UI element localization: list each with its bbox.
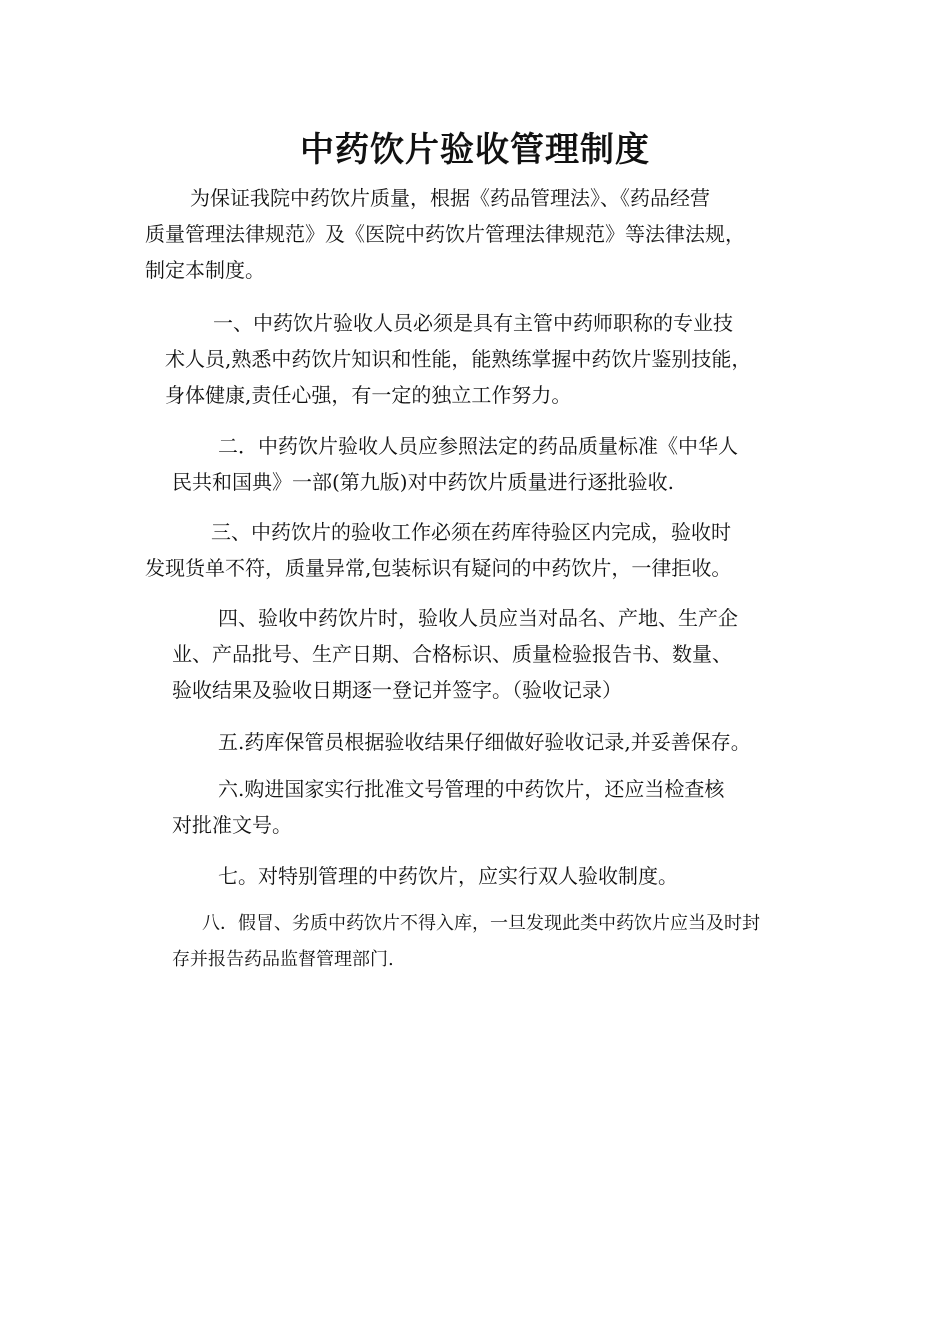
intro-line: 制定本制度。 [145,258,265,282]
clause-line: 业、产品批号、生产日期、合格标识、质量检验报告书、数量、 [172,642,732,666]
clause-line: 六.购进国家实行批准文号管理的中药饮片，还应当检查核 [218,777,725,801]
clause-line: 验收结果及验收日期逐一登记并签字。（验收记录） [172,678,622,702]
intro-line: 质量管理法律规范》及《医院中药饮片管理法律规范》等法律法规， [145,222,745,246]
page-title: 中药饮片验收管理制度 [300,130,650,170]
clause-line: 三、中药饮片的验收工作必须在药库待验区内完成，验收时 [211,520,731,544]
clause-5 [218,724,751,760]
clause-2 [172,428,738,500]
clause-line: 五.药库保管员根据验收结果仔细做好验收记录,并妥善保存。 [218,730,751,754]
clause-line: 身体健康,责任心强，有一定的独立工作努力。 [165,383,572,407]
clause-line: 存并报告药品监督管理部门. [172,949,394,970]
intro-paragraph [145,180,745,288]
clause-8 [172,906,760,978]
clause-4 [172,600,738,708]
clause-line: 七。对特别管理的中药饮片，应实行双人验收制度。 [218,864,678,888]
clause-1 [165,305,751,413]
clause-line: 发现货单不符，质量异常,包装标识有疑问的中药饮片，一律拒收。 [145,556,732,580]
clause-line: 对批准文号。 [172,813,292,837]
clause-3 [145,514,731,586]
intro-line: 为保证我院中药饮片质量，根据《药品管理法》、《药品经营 [190,186,710,210]
clause-line: 四、验收中药饮片时，验收人员应当对品名、产地、生产企 [218,606,738,630]
clause-line: 术人员,熟悉中药饮片知识和性能，能熟练掌握中药饮片鉴别技能， [165,347,752,371]
clause-line: 一、中药饮片验收人员必须是具有主管中药师职称的专业技 [213,311,733,335]
clause-line: 八．假冒、劣质中药饮片不得入库，一旦发现此类中药饮片应当及时封 [202,913,760,934]
clause-line: 民共和国典》一部(第九版)对中药饮片质量进行逐批验收. [172,470,674,494]
clause-7 [218,858,678,894]
clause-6 [172,771,724,843]
clause-line: 二．中药饮片验收人员应参照法定的药品质量标准《中华人 [218,434,738,458]
